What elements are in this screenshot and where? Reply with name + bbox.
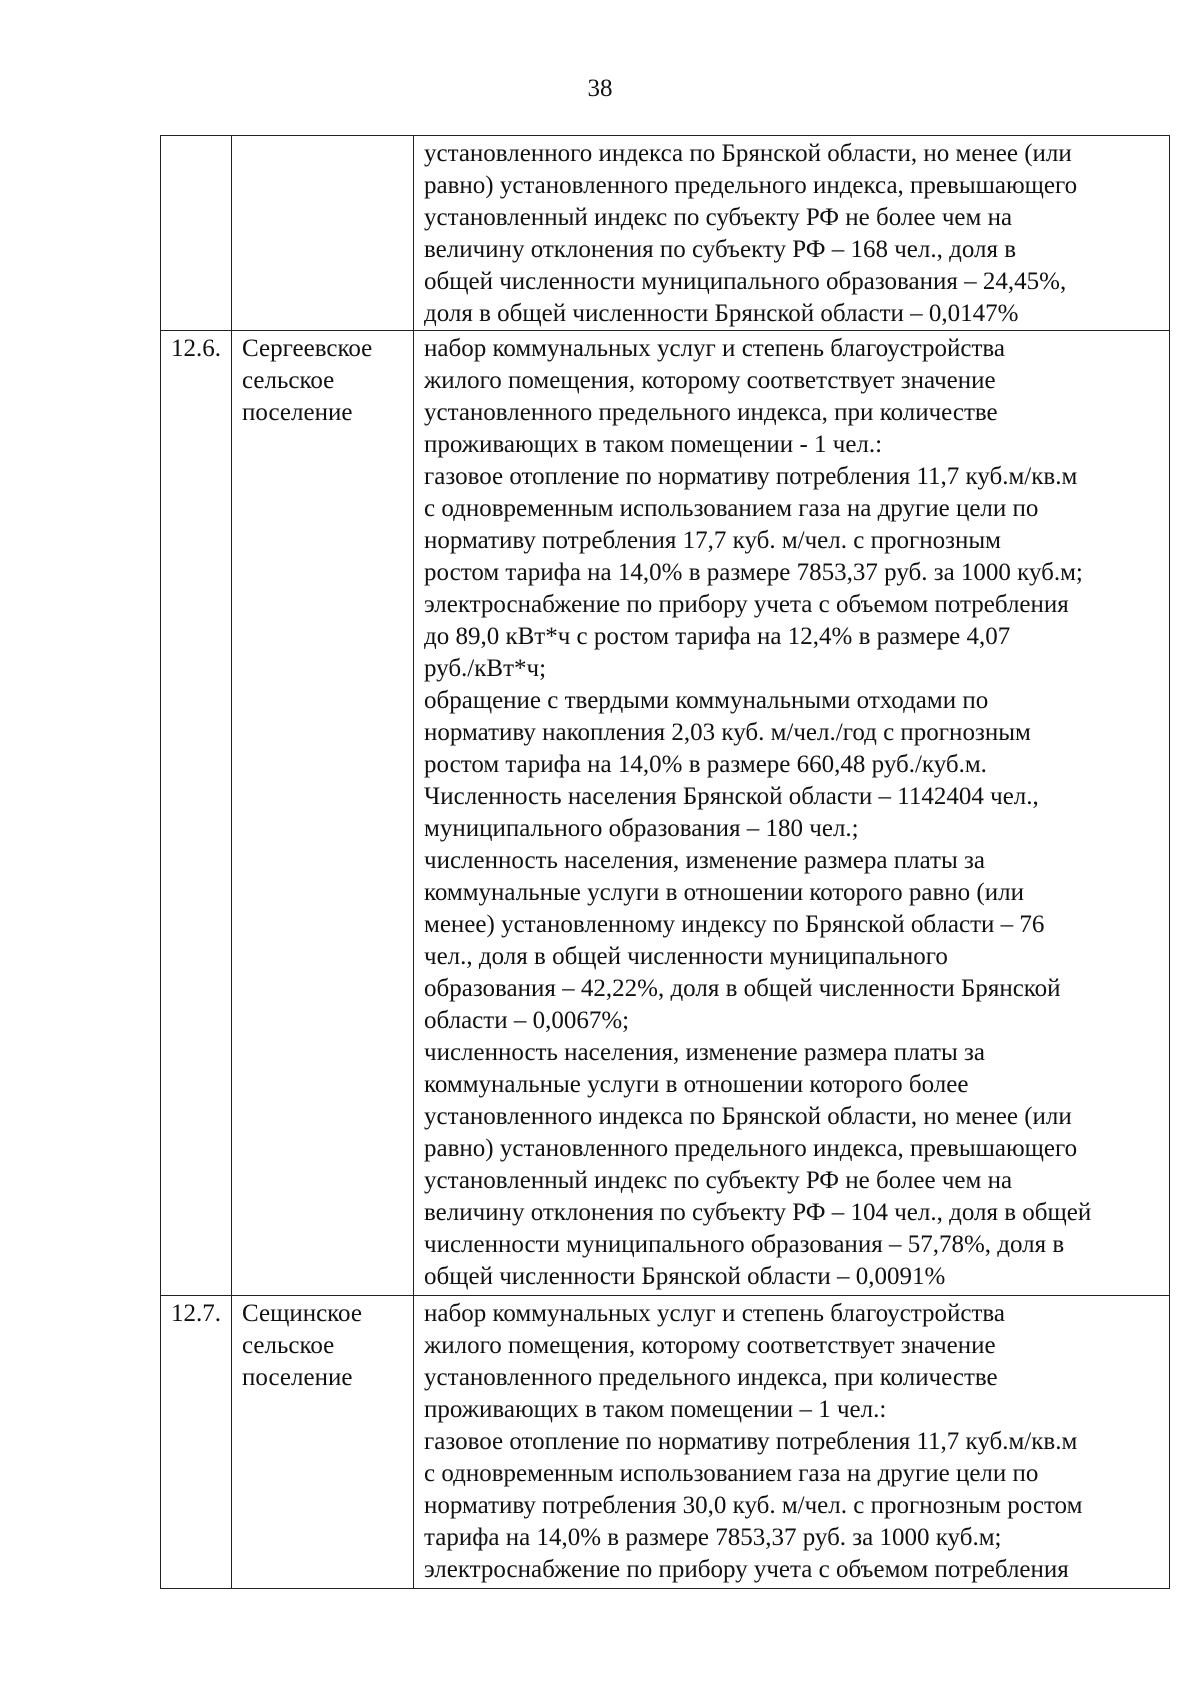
description-line: равно) установленного предельного индекса, превышающего — [424, 1135, 1078, 1162]
tariff-table — [160, 135, 1170, 1589]
description-line: набор коммунальных услуг и степень благоустройства — [424, 335, 1005, 362]
row-number-cell — [161, 1296, 232, 1589]
description-line: коммунальные услуги в отношении которого равно (или — [424, 879, 1024, 906]
description-line: нормативу накопления 2,03 куб. м/чел./год с прогнозным — [424, 719, 1031, 746]
description-line: проживающих в таком помещении - 1 чел.: — [424, 431, 883, 458]
description-line: установленный индекс по субъекту РФ не более чем на — [424, 204, 1013, 231]
settlement-name-line: поселение — [242, 399, 353, 426]
settlement-name-cell — [232, 136, 414, 331]
description-line: газовое отопление по нормативу потребления 11,7 куб.м/кв.м — [424, 1428, 1078, 1455]
description-line: установленный индекс по субъекту РФ не более чем на — [424, 1167, 1013, 1194]
description-line: тарифа на 14,0% в размере 7853,37 руб. за 1000 куб.м; — [424, 1524, 1002, 1551]
description-line: общей численности муниципального образования – 24,45%, — [424, 268, 1067, 295]
row-number-cell — [161, 331, 232, 1296]
description-line: электроснабжение по прибору учета с объемом потребления — [424, 591, 1069, 618]
description-line: равно) установленного предельного индекса, превышающего — [424, 172, 1078, 199]
table-row — [161, 136, 1170, 331]
description-line: обращение с твердыми коммунальными отходами по — [424, 687, 989, 714]
row-number-cell — [161, 136, 232, 331]
row-number: 12.6. — [171, 335, 221, 362]
description-line: проживающих в таком помещении – 1 чел.: — [424, 1396, 887, 1423]
description-line: менее) установленному индексу по Брянской области – 76 — [424, 911, 1045, 938]
description-line: установленного предельного индекса, при количестве — [424, 399, 998, 426]
description-cell — [414, 136, 1170, 331]
description-line: установленного индекса по Брянской области, но менее (или — [424, 1103, 1072, 1130]
description-line: до 89,0 кВт*ч с ростом тарифа на 12,4% в размере 4,07 — [424, 623, 1011, 650]
description-line: газовое отопление по нормативу потребления 11,7 куб.м/кв.м — [424, 463, 1078, 490]
table-row — [161, 1296, 1170, 1589]
description-line: чел., доля в общей численности муниципального — [424, 943, 948, 970]
settlement-name-line: поселение — [242, 1364, 353, 1391]
description-line: доля в общей численности Брянской области – 0,0147% — [424, 300, 1019, 327]
description-line: коммунальные услуги в отношении которого более — [424, 1071, 969, 1098]
settlement-name-line: Сергеевское — [242, 335, 373, 362]
table-row — [161, 331, 1170, 1296]
description-cell — [414, 1296, 1170, 1589]
description-line: муниципального образования – 180 чел.; — [424, 815, 859, 842]
description-line: образования – 42,22%, доля в общей численности Брянской — [424, 975, 1061, 1002]
description-line: набор коммунальных услуг и степень благоустройства — [424, 1300, 1005, 1327]
description-line: жилого помещения, которому соответствует значение — [424, 367, 996, 394]
description-line: ростом тарифа на 14,0% в размере 660,48 руб./куб.м. — [424, 751, 987, 778]
page-number: 38 — [587, 75, 613, 102]
settlement-name-line: сельское — [242, 1332, 335, 1359]
description-line: жилого помещения, которому соответствует значение — [424, 1332, 996, 1359]
description-line: нормативу потребления 30,0 куб. м/чел. с прогнозным ростом — [424, 1492, 1083, 1519]
settlement-name-cell — [232, 1296, 414, 1589]
settlement-name-line: Сещинское — [242, 1300, 362, 1327]
description-line: установленного индекса по Брянской области, но менее (или — [424, 140, 1072, 167]
description-line: нормативу потребления 17,7 куб. м/чел. с прогнозным — [424, 527, 1001, 554]
description-line: величину отклонения по субъекту РФ – 168 чел., доля в — [424, 236, 1017, 263]
description-line: руб./кВт*ч; — [424, 655, 547, 682]
description-cell — [414, 331, 1170, 1296]
description-line: общей численности Брянской области – 0,0091% — [424, 1263, 946, 1290]
description-line: величину отклонения по субъекту РФ – 104 чел., доля в общей — [424, 1199, 1092, 1226]
settlement-name-line: сельское — [242, 367, 335, 394]
description-line: численность населения, изменение размера платы за — [424, 1039, 985, 1066]
description-line: электроснабжение по прибору учета с объемом потребления — [424, 1556, 1069, 1583]
description-line: с одновременным использованием газа на другие цели по — [424, 1460, 1039, 1487]
description-line: ростом тарифа на 14,0% в размере 7853,37 руб. за 1000 куб.м; — [424, 559, 1083, 586]
description-line: области – 0,0067%; — [424, 1007, 630, 1034]
description-line: численность населения, изменение размера платы за — [424, 847, 985, 874]
description-line: Численность населения Брянской области – 1142404 чел., — [424, 783, 1039, 810]
description-line: численности муниципального образования – 57,78%, доля в — [424, 1231, 1065, 1258]
row-number: 12.7. — [171, 1300, 221, 1327]
settlement-name-cell — [232, 331, 414, 1296]
description-line: установленного предельного индекса, при количестве — [424, 1364, 998, 1391]
description-line: с одновременным использованием газа на другие цели по — [424, 495, 1039, 522]
